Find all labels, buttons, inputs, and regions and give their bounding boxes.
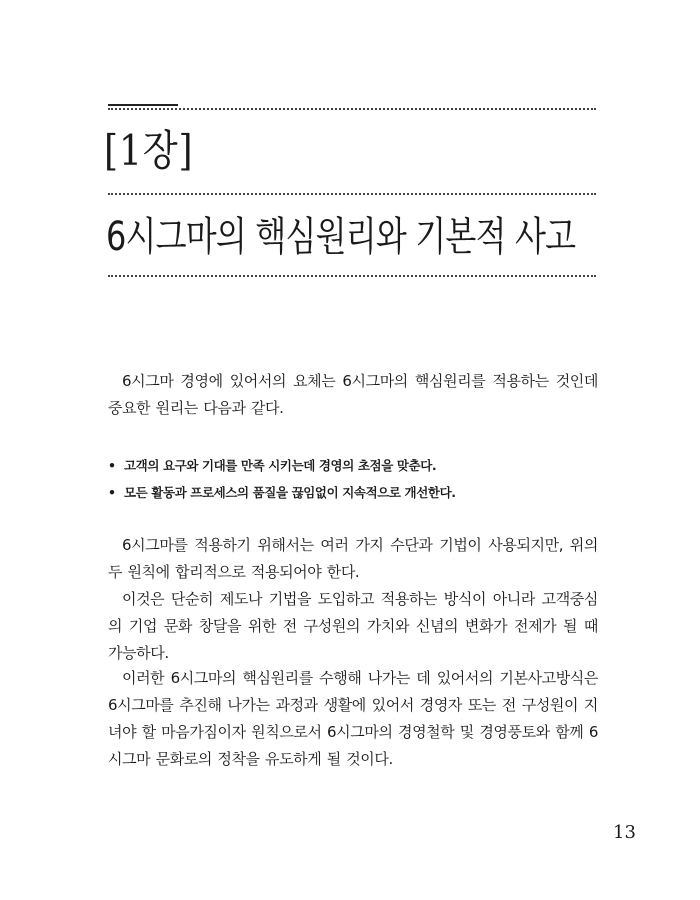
chapter-title: 6시그마의 핵심원리와 기본적 사고 — [106, 214, 576, 260]
list-item-text: 고객의 요구와 기대를 만족 시키는데 경영의 초점을 맞춘다. — [124, 458, 437, 473]
body-paragraph: 이것은 단순히 제도나 기법을 도입하고 적용하는 방식이 아니라 고객중심의 기업 문화 창달을 위한 전 구성원의 가치와 신념의 변화가 전제가 될 때 가능하다. — [108, 590, 598, 662]
title-top-dotted-rule — [108, 193, 596, 195]
principles-list — [108, 452, 588, 506]
bullet-icon: • — [108, 485, 116, 500]
body-paragraph: 6시그마를 적용하기 위해서는 여러 가지 수단과 기법이 사용되지만, 위의 두 원칙에 합리적으로 적용되어야 한다. — [108, 536, 598, 581]
header-solid-rule — [108, 104, 178, 106]
bullet-icon: • — [108, 458, 116, 473]
title-bottom-dotted-rule — [108, 275, 596, 277]
list-item-text: 모든 활동과 프로세스의 품질을 끊임없이 지속적으로 개선한다. — [124, 485, 456, 500]
header-dotted-rule — [108, 108, 596, 110]
body-paragraph: 이러한 6시그마의 핵심원리를 수행해 나가는 데 있어서의 기본사고방식은 6시그마를 추진해 나가는 과정과 생활에 있어서 경영자 또는 전 구성원이 지녀야 할 마음가짐이자 원칙으로서 6시그마의 경영철학 및 경영풍토와 함께 6시그마 문화로의 정착을 유도하게 될 것이다. — [108, 669, 598, 768]
list-item — [108, 452, 588, 479]
page-number: 13 — [613, 822, 636, 843]
list-item — [108, 479, 588, 506]
intro-paragraph: 6시그마 경영에 있어서의 요체는 6시그마의 핵심원리를 적용하는 것인데 중요한 원리는 다음과 같다. — [108, 372, 598, 417]
chapter-label: [1장] — [104, 126, 194, 175]
